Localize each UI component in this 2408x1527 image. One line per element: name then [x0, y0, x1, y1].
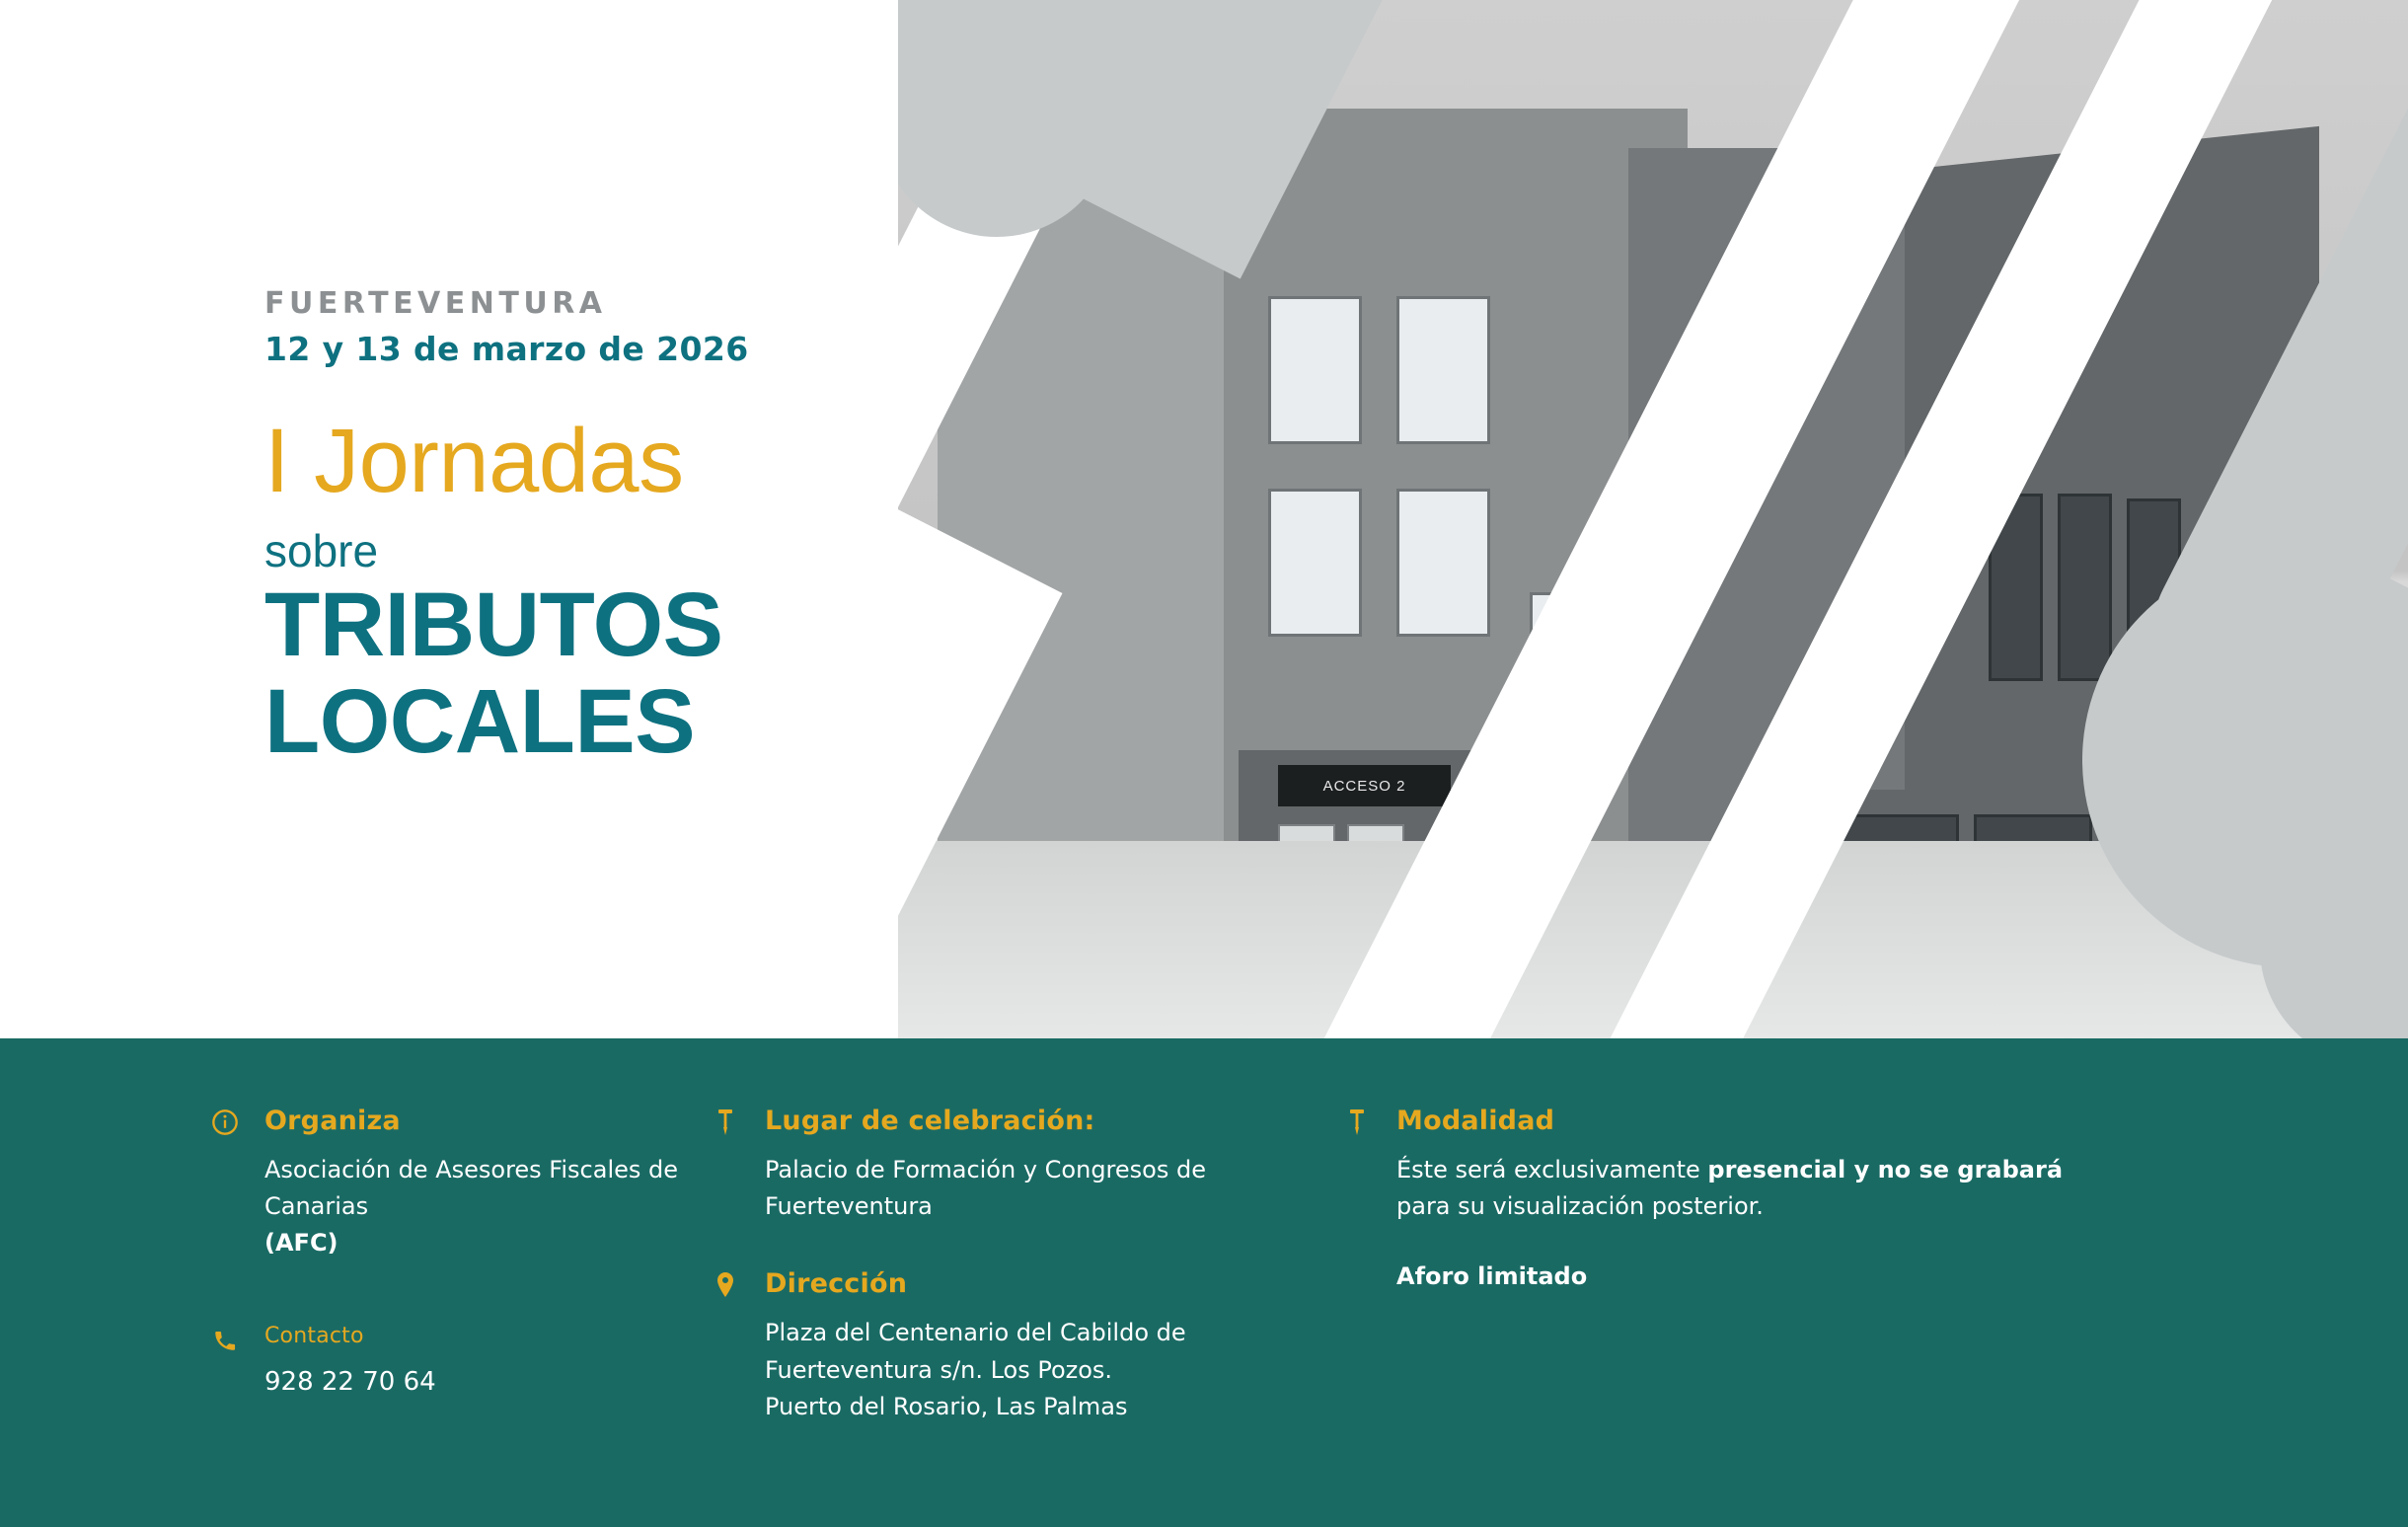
pin-icon — [1342, 1107, 1372, 1137]
pin-icon — [711, 1107, 740, 1137]
contacto-label: Contacto — [264, 1323, 364, 1348]
modalidad-label: Modalidad — [1396, 1106, 1555, 1136]
direccion-label: Dirección — [765, 1268, 908, 1300]
access-sign: ACCESO 2 — [1278, 765, 1451, 806]
title-subject-line-2: LOCALES — [264, 670, 696, 772]
map-pin-icon — [711, 1270, 740, 1300]
direccion-line-3: Puerto del Rosario, Las Palmas — [765, 1392, 1128, 1420]
headline-block — [264, 286, 1074, 770]
modalidad-bold: presencial y no se grabará — [1707, 1156, 2064, 1183]
organiza-block — [264, 1106, 711, 1262]
lugar-line-2: Fuerteventura — [765, 1192, 933, 1221]
aforo-note: Aforo limitado — [1396, 1262, 1588, 1291]
modalidad-note — [1396, 1259, 1949, 1295]
modalidad-block — [1396, 1106, 2230, 1296]
modalidad-prefix: Éste será exclusivamente — [1396, 1156, 1708, 1183]
organiza-line-1: Asociación de Asesores Fiscales de Canarias — [264, 1156, 679, 1221]
event-dates: 12 y 13 de marzo de 2026 — [264, 330, 749, 368]
title-subject-line-1: TRIBUTOS — [264, 574, 723, 675]
contacto-phone[interactable]: 928 22 70 64 — [264, 1366, 436, 1397]
window — [1396, 296, 1490, 444]
organiza-body — [264, 1152, 711, 1262]
window — [1268, 296, 1362, 444]
title-primary: I Jornadas — [264, 411, 684, 511]
window — [1268, 489, 1362, 637]
title-connector: sobre — [264, 525, 379, 576]
photo-collage — [898, 0, 2408, 1038]
direccion-body — [765, 1315, 1317, 1425]
phone-icon — [210, 1326, 240, 1355]
modalidad-body — [1396, 1152, 2068, 1225]
organiza-label: Organiza — [264, 1106, 401, 1136]
location-eyebrow: FUERTEVENTURA — [264, 286, 607, 321]
lugar-body — [765, 1152, 1317, 1225]
direccion-line-2: Fuerteventura s/n. Los Pozos. — [765, 1355, 1113, 1384]
footer-info-band — [0, 1038, 2408, 1527]
info-icon — [210, 1107, 240, 1137]
direccion-line-1: Plaza del Centenario del Cabildo de — [765, 1319, 1186, 1347]
window — [1396, 489, 1490, 637]
footer-column-modality — [1342, 1038, 2230, 1527]
window-dark — [2058, 494, 2112, 681]
contacto-block — [264, 1324, 711, 1402]
footer-column-venue — [711, 1038, 1342, 1527]
footer-column-organizer — [0, 1038, 711, 1527]
direccion-block — [765, 1268, 1342, 1425]
lugar-line-1: Palacio de Formación y Congresos de — [765, 1156, 1206, 1183]
organiza-line-2: (AFC) — [264, 1229, 339, 1258]
lugar-block — [765, 1106, 1342, 1225]
modalidad-suffix: para su visualización posterior. — [1396, 1192, 1764, 1221]
lugar-label: Lugar de celebración: — [765, 1106, 1095, 1136]
